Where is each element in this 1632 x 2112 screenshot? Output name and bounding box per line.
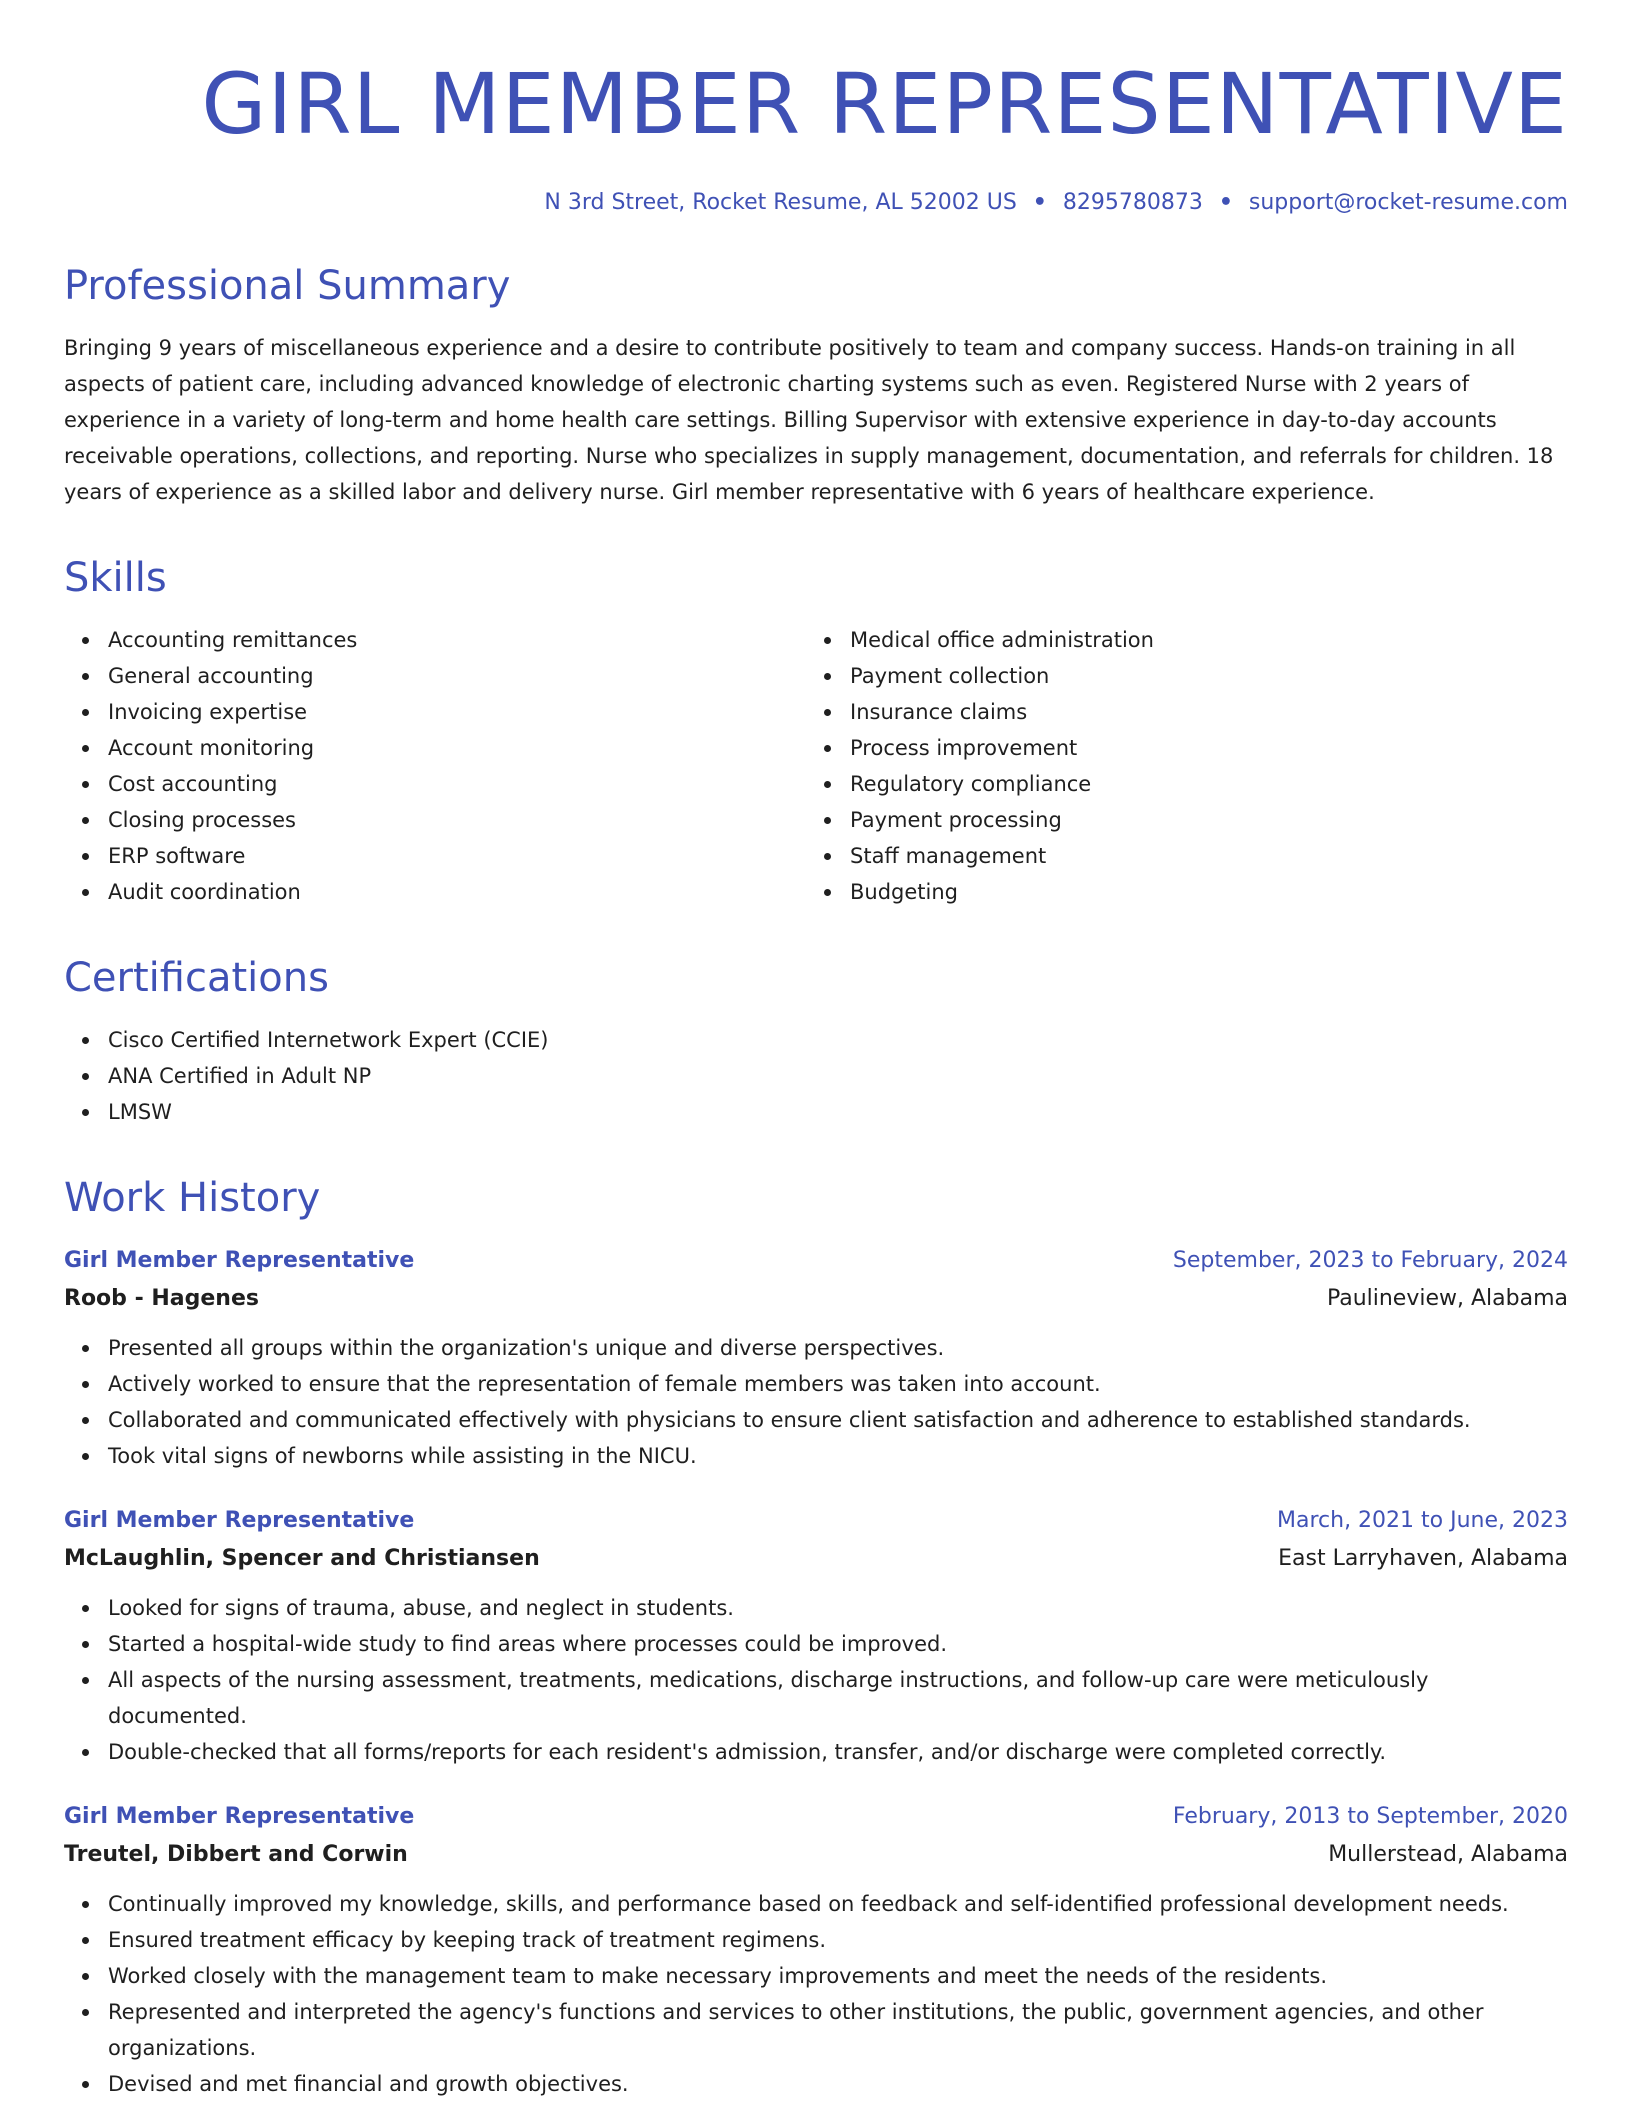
skill-item: Account monitoring <box>108 730 806 766</box>
work-history-heading: Work History <box>64 1175 321 1221</box>
job-entry <box>64 1798 1568 2102</box>
job-dates: February, 2013 to September, 2020 <box>1172 1804 1568 1829</box>
job-bullet: All aspects of the nursing assessment, treatments, medications, discharge instructions, and follow-up care were meticulously documented. <box>108 1662 1568 1734</box>
certifications-list <box>64 1022 1568 1130</box>
summary-heading: Professional Summary <box>64 263 511 309</box>
skill-item: Insurance claims <box>850 694 1548 730</box>
job-company: McLaughlin, Spencer and Christiansen <box>64 1546 540 1571</box>
job-location: Paulineview, Alabama <box>1326 1286 1568 1311</box>
job-bullet: Collaborated and communicated effectively with physicians to ensure client satisfaction and adherence to established standards. <box>108 1402 1568 1438</box>
skill-item: Invoicing expertise <box>108 694 806 730</box>
skill-item: Audit coordination <box>108 874 806 910</box>
skill-item: Regulatory compliance <box>850 766 1548 802</box>
summary-text: Bringing 9 years of miscellaneous experience and a desire to contribute positively to team and company success. Hands-on training in all aspects of patient care, including advanced knowledge of electronic charting systems such as even. Registered Nurse with 2 years of experience in a variety of long-term and home health care settings. Billing Supervisor with extensive experience in day-to-day accounts receivable operations, collections, and reporting. Nurse who specializes in supply management, documentation, and referrals for children. 18 years of experience as a skilled labor and delivery nurse. Girl member representative with 6 years of healthcare experience. <box>64 336 1554 504</box>
job-bullets <box>64 1590 1568 1770</box>
job-bullets <box>64 1886 1568 2102</box>
skill-item: Cost accounting <box>108 766 806 802</box>
skill-item: ERP software <box>108 838 806 874</box>
job-bullet: Double-checked that all forms/reports for each resident's admission, transfer, and/or discharge were completed correctly. <box>108 1734 1568 1770</box>
contact-phone: 8295780873 <box>1062 190 1203 215</box>
job-company: Treutel, Dibbert and Corwin <box>64 1842 408 1867</box>
job-bullet: Presented all groups within the organization's unique and diverse perspectives. <box>108 1330 1568 1366</box>
skills-column-left <box>64 622 806 910</box>
job-bullet: Continually improved my knowledge, skills, and performance based on feedback and self-identified professional development needs. <box>108 1886 1568 1922</box>
skill-item: Budgeting <box>850 874 1548 910</box>
candidate-name: GIRL MEMBER REPRESENTATIVE <box>201 55 1568 153</box>
contact-separator: • <box>1218 190 1233 215</box>
job-bullets <box>64 1330 1568 1474</box>
job-title: Girl Member Representative <box>64 1804 415 1829</box>
skill-item: Staff management <box>850 838 1548 874</box>
job-bullet: Started a hospital-wide study to find areas where processes could be improved. <box>108 1626 1568 1662</box>
contact-line <box>64 188 1568 218</box>
job-bullet: Took vital signs of newborns while assisting in the NICU. <box>108 1438 1568 1474</box>
job-entry <box>64 1242 1568 1474</box>
contact-email: support@rocket-resume.com <box>1248 190 1568 215</box>
job-company: Roob - Hagenes <box>64 1286 259 1311</box>
skill-item: Medical office administration <box>850 622 1548 658</box>
job-bullet: Actively worked to ensure that the representation of female members was taken into account. <box>108 1366 1568 1402</box>
skill-item: Payment collection <box>850 658 1548 694</box>
contact-separator: • <box>1032 190 1047 215</box>
job-bullet: Devised and met financial and growth objectives. <box>108 2066 1568 2102</box>
job-bullet: Represented and interpreted the agency's functions and services to other institutions, the public, government agencies, and other organizations. <box>108 1994 1568 2066</box>
skill-item: Accounting remittances <box>108 622 806 658</box>
skill-item: Payment processing <box>850 802 1548 838</box>
skill-item: Closing processes <box>108 802 806 838</box>
certifications-heading: Certifications <box>64 955 329 1001</box>
job-title: Girl Member Representative <box>64 1248 415 1273</box>
job-location: East Larryhaven, Alabama <box>1278 1546 1568 1571</box>
job-dates: September, 2023 to February, 2024 <box>1172 1248 1568 1273</box>
job-bullet: Ensured treatment efficacy by keeping track of treatment regimens. <box>108 1922 1568 1958</box>
contact-address: N 3rd Street, Rocket Resume, AL 52002 US <box>544 190 1017 215</box>
job-title: Girl Member Representative <box>64 1508 415 1533</box>
certification-item: ANA Certified in Adult NP <box>108 1058 1568 1094</box>
job-dates: March, 2021 to June, 2023 <box>1277 1508 1568 1533</box>
certification-item: Cisco Certified Internetwork Expert (CCIE) <box>108 1022 1568 1058</box>
skill-item: Process improvement <box>850 730 1548 766</box>
skills-list <box>64 622 1568 910</box>
job-entry <box>64 1502 1568 1770</box>
job-bullet: Worked closely with the management team to make necessary improvements and meet the needs of the residents. <box>108 1958 1568 1994</box>
skill-item: General accounting <box>108 658 806 694</box>
skills-heading: Skills <box>64 555 167 601</box>
skills-column-right <box>806 622 1548 910</box>
job-bullet: Looked for signs of trauma, abuse, and neglect in students. <box>108 1590 1568 1626</box>
certification-item: LMSW <box>108 1094 1568 1130</box>
job-location: Mullerstead, Alabama <box>1328 1842 1568 1867</box>
